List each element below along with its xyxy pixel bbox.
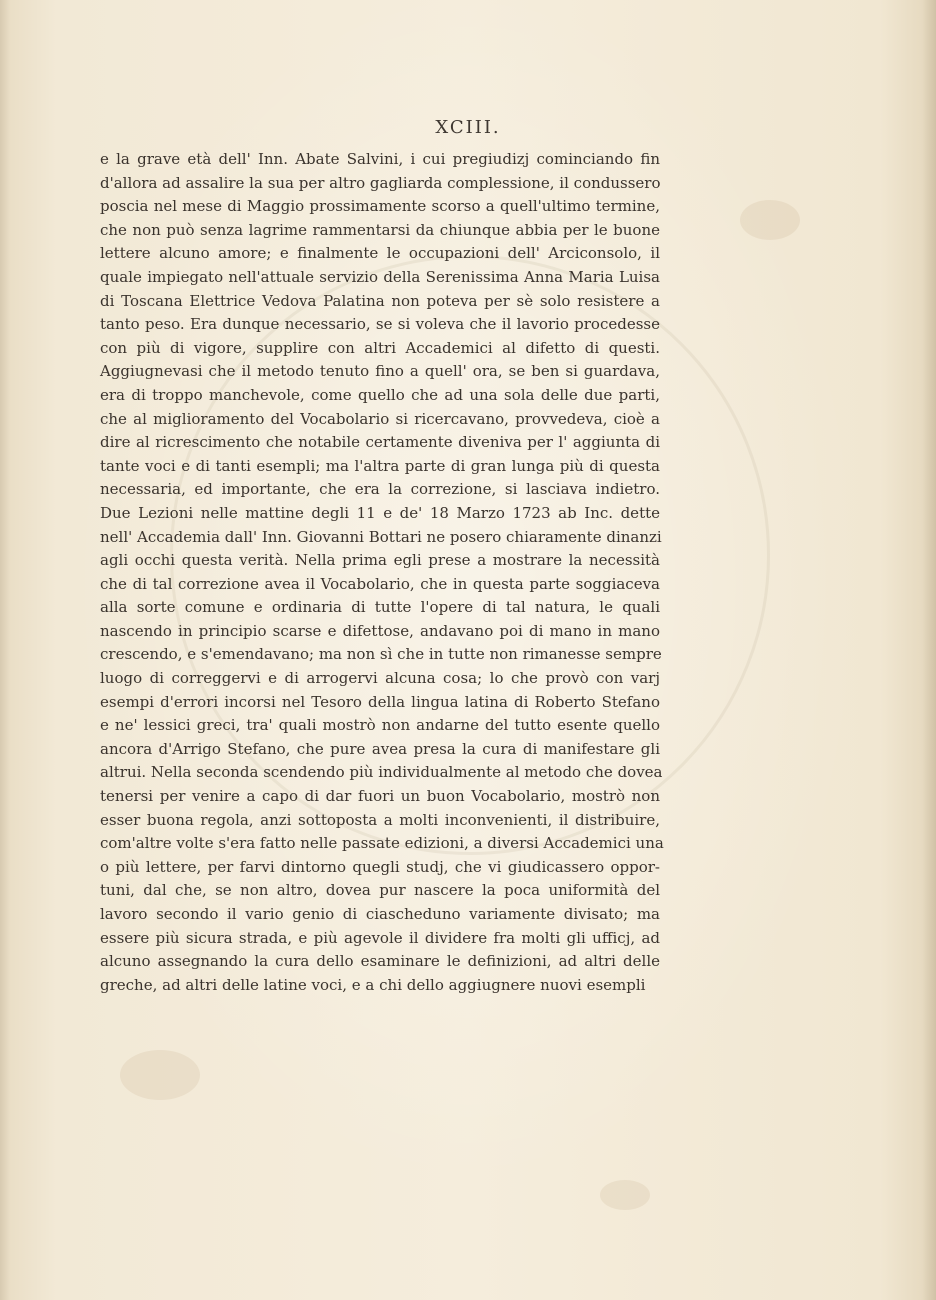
text-line: o più lettere, per farvi dintorno quegli studj, che vi giudicassero oppor-	[100, 857, 660, 876]
text-line: che al miglioramento del Vocabolario si ricercavano, provvedeva, cioè a	[100, 409, 660, 428]
text-line: necessaria, ed importante, che era la correzione, si lasciava indietro.	[100, 480, 660, 499]
page-number-header: XCIII.	[435, 117, 501, 138]
text-line: altrui. Nella seconda scendendo più individualmente al metodo che dovea	[100, 763, 663, 782]
text-line: con più di vigore, supplire con altri Accademici al difetto di questi.	[100, 338, 660, 357]
foxing-stain	[600, 1180, 650, 1210]
text-line: greche, ad altri delle latine voci, e a chi dello aggiugnere nuovi esempli	[100, 975, 646, 994]
text-line: dire al ricrescimento che notabile certamente diveniva per l' aggiunta di	[100, 433, 660, 452]
text-line: luogo di correggervi e di arrogervi alcuna cosa; lo che provò con varj	[100, 669, 660, 688]
text-line: Aggiugnevasi che il metodo tenuto fino a quell' ora, se ben si guardava,	[100, 362, 660, 381]
text-line: di Toscana Elettrice Vedova Palatina non poteva per sè solo resistere a	[100, 291, 660, 310]
text-line: nascendo in principio scarse e difettose, andavano poi di mano in mano	[100, 621, 660, 640]
foxing-stain	[740, 200, 800, 240]
text-line: poscia nel mese di Maggio prossimamente scorso a quell'ultimo termine,	[100, 197, 660, 216]
body-text	[100, 148, 664, 997]
text-line: era di troppo manchevole, come quello che ad una sola delle due parti,	[100, 385, 660, 404]
text-line: com'altre volte s'era fatto nelle passate edizioni, a diversi Accademici una	[100, 834, 664, 853]
text-line: lavoro secondo il vario genio di ciascheduno variamente divisato; ma	[100, 905, 660, 923]
text-line: esempi d'errori incorsi nel Tesoro della lingua latina di Roberto Stefano	[100, 692, 660, 711]
text-line: che di tal correzione avea il Vocabolario, che in questa parte soggiaceva	[100, 574, 660, 593]
text-line: agli occhi questa verità. Nella prima egli prese a mostrare la necessità	[100, 551, 660, 570]
text-line: ancora d'Arrigo Stefano, che pure avea presa la cura di manifestare gli	[100, 739, 660, 758]
text-line: d'allora ad assalire la sua per altro gagliarda complessione, il condussero	[100, 173, 661, 192]
text-line: Due Lezioni nelle mattine degli 11 e de' 18 Marzo 1723 ab Inc. dette	[100, 503, 660, 522]
text-line: tante voci e di tanti esempli; ma l'altra parte di gran lunga più di questa	[100, 456, 660, 475]
text-line: crescendo, e s'emendavano; ma non sì che in tutte non rimanesse sempre	[100, 645, 662, 664]
text-line: alcuno assegnando la cura dello esaminare le definizioni, ad altri delle	[100, 952, 660, 971]
text-line: tenersi per venire a capo di dar fuori un buon Vocabolario, mostrò non	[100, 787, 660, 806]
page-left-edge-shadow	[0, 0, 10, 1300]
page-right-edge-shadow	[922, 0, 936, 1300]
text-line: esser buona regola, anzi sottoposta a molti inconvenienti, il distribuire,	[100, 810, 660, 829]
text-line: e ne' lessici greci, tra' quali mostrò non andarne del tutto esente quello	[100, 716, 660, 735]
text-line: tanto peso. Era dunque necessario, se si voleva che il lavorio procedesse	[100, 315, 660, 334]
text-line: lettere alcuno amore; e finalmente le occupazioni dell' Arciconsolo, il	[100, 244, 660, 263]
text-line: alla sorte comune e ordinaria di tutte l'opere di tal natura, le quali	[100, 598, 660, 617]
text-line: essere più sicura strada, e più agevole il dividere fra molti gli ufficj, ad	[100, 928, 660, 947]
text-line: tuni, dal che, se non altro, dovea pur nascere la poca uniformità del	[100, 881, 660, 900]
foxing-stain	[120, 1050, 200, 1100]
text-line: quale impiegato nell'attuale servizio della Serenissima Anna Maria Luisa	[100, 267, 660, 286]
text-line: e la grave età dell' Inn. Abate Salvini, i cui pregiudizj cominciando fin	[100, 150, 660, 168]
text-line: che non può senza lagrime rammentarsi da chiunque abbia per le buone	[100, 220, 660, 239]
text-line: nell' Accademia dall' Inn. Giovanni Bottari ne posero chiaramente dinanzi	[100, 527, 662, 546]
